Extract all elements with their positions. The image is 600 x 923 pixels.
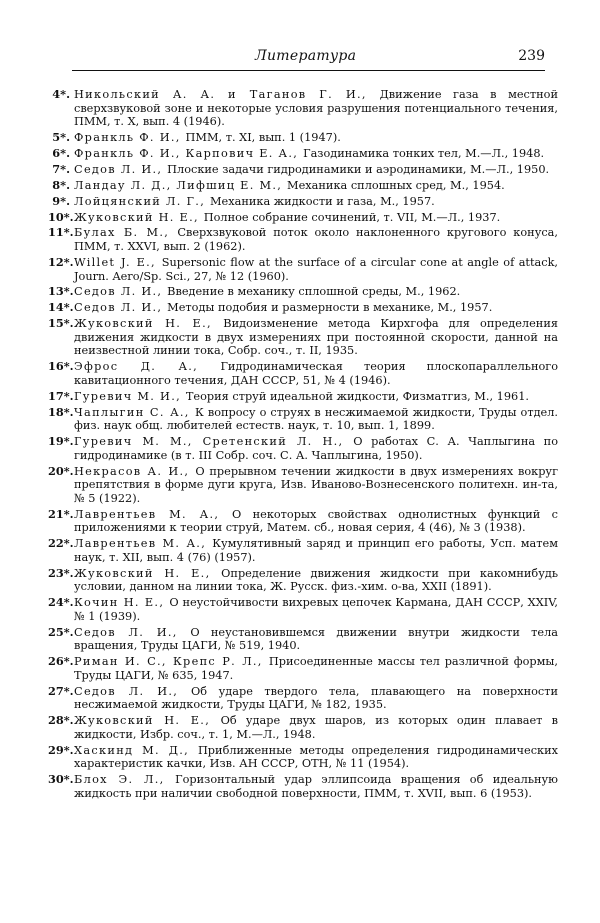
reference-body (74, 360, 558, 387)
reference-author: Седов Л. И., (74, 162, 168, 176)
reference-number: 12*. (48, 254, 74, 269)
reference-text: Сверхзвуковой поток около наклоненного кругового конуса, ПММ, т. XXVI, вып. 2 (1962). (74, 226, 558, 254)
reference-author: Блох Э. Л., (74, 773, 176, 787)
reference-text: ПММ, т. XI, вып. 1 (1947). (185, 131, 341, 145)
page-number: 239 (518, 48, 545, 64)
reference-item (48, 406, 558, 433)
reference-number: 5*. (52, 130, 70, 145)
reference-author: Чаплыгин С. А., (74, 405, 196, 419)
reference-text: Полное собрание сочинений, т. VII, М.—Л., 1937. (203, 210, 501, 224)
reference-number: 29*. (48, 742, 74, 757)
reference-body (74, 301, 558, 315)
reference-number: 11*. (48, 225, 74, 240)
reference-number: 26*. (48, 654, 74, 669)
reference-item (48, 714, 558, 741)
reference-text: Теория струй идеальной жидкости, Физматгиз, М., 1961. (185, 389, 529, 403)
reference-item (48, 537, 558, 564)
reference-item (48, 773, 558, 800)
reference-body (74, 88, 558, 129)
reference-item (48, 655, 558, 682)
reference-author: Лаврентьев М. А., (74, 537, 213, 551)
reference-author: Никольский А. А. и Таганов Г. И., (74, 88, 380, 101)
reference-item (48, 226, 558, 253)
reference-number: 8*. (52, 177, 70, 192)
reference-body (74, 435, 558, 462)
reference-text: Приближенные методы определения гидродинамических характеристик качки, Изв. АН СССР, ОТН, № 11 (1954). (74, 743, 558, 771)
reference-body (74, 131, 558, 145)
reference-author: Булах Б. М., (74, 226, 178, 240)
reference-body (74, 465, 558, 506)
reference-number: 22*. (48, 536, 74, 551)
reference-text: Определение движения жидкости при какомнибудь условии, данном на линии тока, Ж. Русск. физ.-хим. о-ва, XXII (1891). (74, 566, 558, 594)
reference-author: Франкль Ф. И., Карпович Е. А., (74, 146, 304, 160)
reference-number: 28*. (48, 713, 74, 728)
reference-body (74, 744, 558, 771)
reference-author: Кочин Н. Е., (74, 596, 170, 610)
reference-item (48, 685, 558, 712)
reference-number: 6*. (52, 145, 70, 160)
reference-author: Ландау Л. Д., Лифшиц Е. М., (74, 178, 288, 192)
reference-item (48, 508, 558, 535)
running-title: Литература (255, 48, 357, 64)
reference-text: Об ударе твердого тела, плавающего на поверхности несжимаемой жидкости, Труды ЦАГИ, № 182, 1935. (74, 684, 559, 712)
reference-body (74, 390, 558, 404)
reference-text: О прерывном течении жидкости в двух измерениях вокруг препятствия в форме дуги круга, Изв. Иваново-Вознесенского политехн. ин-та, № 5 (1922). (74, 464, 558, 505)
reference-text: Газодинамика тонких тел, М.—Л., 1948. (303, 146, 545, 160)
reference-author: Хаскинд М. Д., (74, 743, 198, 757)
reference-text: О некоторых свойствах однолистных функций с приложениями к теории струй, Матем. сб., новая серия, 4 (46), № 3 (1938). (74, 507, 558, 535)
reference-number: 30*. (48, 772, 74, 787)
reference-body (74, 655, 558, 682)
reference-item (48, 465, 558, 506)
reference-number: 19*. (48, 434, 74, 449)
reference-text: Движение газа в местной сверхзвуковой зоне и некоторые условия разрушения потенциального течения, ПММ, т. X, вып. 4 (1946). (74, 88, 558, 129)
reference-text: Гидродинамическая теория плоскопараллельного кавитационного течения, ДАН СССР, 51, № 4 (1946). (74, 360, 558, 387)
reference-number: 9*. (52, 193, 70, 208)
reference-number: 18*. (48, 404, 74, 419)
reference-body (74, 773, 558, 800)
reference-author: Риман И. С., Крепс Р. Л., (74, 655, 269, 669)
reference-body (74, 195, 558, 209)
reference-body (74, 537, 558, 564)
reference-text: Механика сплошных сред, М., 1954. (287, 178, 505, 192)
reference-author: Жуковский Н. Е., (74, 317, 224, 331)
reference-list (48, 88, 558, 803)
reference-item (48, 435, 558, 462)
reference-body (74, 714, 558, 741)
reference-number: 23*. (48, 565, 74, 580)
reference-text: Механика жидкости и газа, М., 1957. (209, 194, 435, 208)
reference-item (48, 195, 558, 209)
reference-author: Willet J. E., (74, 255, 162, 269)
reference-author: Седов Л. И., (74, 301, 168, 315)
reference-author: Гуревич М. И., (74, 389, 186, 403)
reference-author: Эфрос Д. А., (74, 360, 221, 374)
reference-item (48, 147, 558, 161)
reference-text: Методы подобия и размерности в механике, М., 1957. (167, 301, 493, 315)
reference-item (48, 285, 558, 299)
reference-text: Присоединенные массы тел различной формы, Труды ЦАГИ, № 635, 1947. (74, 655, 558, 682)
reference-item (48, 163, 558, 177)
reference-item (48, 131, 558, 145)
reference-number: 7*. (52, 161, 70, 176)
reference-item (48, 301, 558, 315)
reference-body (74, 685, 558, 712)
reference-text: Видоизменение метода Кирхгофа для определения движения жидкости в двух измерениях при постоянной скорости, данной на неизвестной линии тока, Собр. соч., т. II, 1935. (74, 317, 558, 358)
reference-item (48, 179, 558, 193)
reference-text: Supersonic flow at the surface of a circular cone at angle of attack, Journ. Aero/Sp. Sci., 27, № 12 (1960). (74, 255, 559, 283)
reference-author: Жуковский Н. Е., (74, 566, 222, 580)
reference-item (48, 626, 558, 653)
reference-text: Введение в механику сплошной среды, М., 1962. (167, 285, 461, 299)
reference-number: 10*. (48, 209, 74, 224)
reference-text: Об ударе двух шаров, из которых один плавает в жидкости, Избр. соч., т. 1, М.—Л., 1948. (74, 714, 558, 741)
page-header (72, 44, 545, 74)
reference-item (48, 744, 558, 771)
reference-body (74, 508, 558, 535)
reference-author: Седов Л. И., (74, 684, 192, 698)
reference-body (74, 256, 558, 283)
reference-body (74, 285, 558, 299)
reference-number: 14*. (48, 300, 74, 315)
reference-body (74, 211, 558, 225)
reference-author: Жуковский Н. Е., (74, 714, 221, 728)
reference-text: Плоские задачи гидродинамики и аэродинамики, М.—Л., 1950. (167, 162, 550, 176)
reference-number: 24*. (48, 595, 74, 610)
reference-author: Гуревич М. М., Сретенский Л. Н., (74, 435, 354, 449)
reference-number: 27*. (48, 683, 74, 698)
reference-item (48, 256, 558, 283)
reference-author: Седов Л. И., (74, 285, 168, 299)
reference-item (48, 360, 558, 387)
reference-item (48, 211, 558, 225)
reference-body (74, 317, 558, 358)
reference-author: Лаврентьев М. А., (74, 507, 232, 521)
reference-item (48, 317, 558, 358)
reference-author: Некрасов А. И., (74, 464, 196, 478)
reference-text: О неустановившемся движении внутри жидкости тела вращения, Труды ЦАГИ, № 519, 1940. (74, 625, 559, 653)
reference-item (48, 88, 558, 129)
reference-text: Кумулятивный заряд и принцип его работы, Усп. матем наук, т. XII, вып. 4 (76) (1957). (74, 537, 559, 564)
reference-text: Горизонтальный удар эллипсоида вращения об идеальную жидкость при наличии свободной поверхности, ПММ, т. XVII, вып. 6 (1953). (74, 773, 558, 800)
reference-text: О работах С. А. Чаплыгина по гидродинамике (в т. III Собр. соч. С. А. Чаплыгина, 1950). (74, 435, 559, 462)
reference-item (48, 567, 558, 594)
reference-body (74, 567, 558, 594)
reference-body (74, 179, 558, 193)
reference-number: 13*. (48, 284, 74, 299)
reference-number: 17*. (48, 388, 74, 403)
reference-text: К вопросу о струях в несжимаемой жидкости, Труды отдел. физ. наук общ. любителей естеств. наук, т. 10, вып. 1, 1899. (74, 405, 558, 433)
reference-author: Седов Л. И., (74, 625, 191, 639)
reference-body (74, 596, 558, 623)
reference-number: 20*. (48, 463, 74, 478)
reference-author: Лойцянский Л. Г., (74, 194, 210, 208)
reference-body (74, 147, 558, 161)
reference-number: 25*. (48, 624, 74, 639)
reference-number: 21*. (48, 506, 74, 521)
reference-author: Франкль Ф. И., (74, 131, 186, 145)
reference-body (74, 163, 558, 177)
reference-item (48, 596, 558, 623)
reference-number: 15*. (48, 316, 74, 331)
reference-body (74, 626, 558, 653)
reference-text: О неустойчивости вихревых цепочек Кармана, ДАН СССР, XXIV, № 1 (1939). (74, 596, 558, 623)
reference-item (48, 390, 558, 404)
reference-number: 4*. (52, 87, 70, 101)
header-rule (72, 70, 545, 71)
reference-body (74, 226, 558, 253)
reference-body (74, 406, 558, 433)
reference-author: Жуковский Н. Е., (74, 210, 204, 224)
reference-number: 16*. (48, 359, 74, 374)
